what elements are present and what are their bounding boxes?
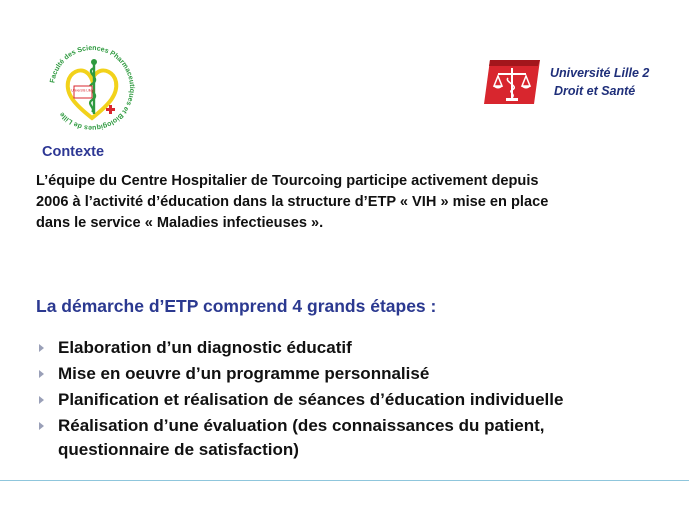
step-text-continued: questionnaire de satisfaction)	[58, 440, 299, 459]
intro-line: dans le service « Maladies infectieuses ».	[36, 215, 324, 231]
faculty-badge-text: Université Lille 2	[71, 88, 95, 93]
bottom-divider	[0, 480, 689, 481]
step-text: Planification et réalisation de séances d’éducation individuelle	[58, 390, 564, 409]
step-text: Elaboration d’un diagnostic éducatif	[58, 338, 352, 357]
bullet-arrow-icon	[39, 344, 44, 352]
list-item	[36, 362, 676, 386]
steps-list	[36, 336, 676, 464]
section-heading: La démarche d’ETP comprend 4 grands étapes :	[36, 296, 437, 316]
intro-line: 2006 à l’activité d’éducation dans la structure d’ETP « VIH » mise en place	[36, 194, 549, 210]
list-item	[36, 388, 676, 412]
intro-line: L’équipe du Centre Hospitalier de Tourcoing participe activement depuis	[36, 173, 539, 189]
step-text: Réalisation d’une évaluation (des connaissances du patient,	[58, 416, 545, 435]
faculty-seal-icon	[44, 40, 140, 136]
university-logo	[482, 56, 672, 112]
step-text: Mise en oeuvre d’un programme personnalisé	[58, 364, 430, 383]
bullet-arrow-icon	[39, 422, 44, 430]
list-item	[36, 336, 676, 360]
faculty-ring-text: Faculté des Sciences Pharmaceutiques et Biologiques de Lille	[49, 44, 136, 132]
university-name	[550, 64, 649, 100]
faculty-logo	[44, 40, 140, 136]
bullet-arrow-icon	[39, 370, 44, 378]
contexte-title: Contexte	[42, 144, 105, 160]
bullet-arrow-icon	[39, 396, 44, 404]
university-name-line1: Université Lille 2	[550, 66, 650, 80]
list-item	[36, 414, 676, 462]
university-name-line2: Droit et Santé	[554, 84, 636, 98]
university-emblem-icon	[482, 58, 542, 106]
intro-paragraph	[36, 171, 666, 234]
